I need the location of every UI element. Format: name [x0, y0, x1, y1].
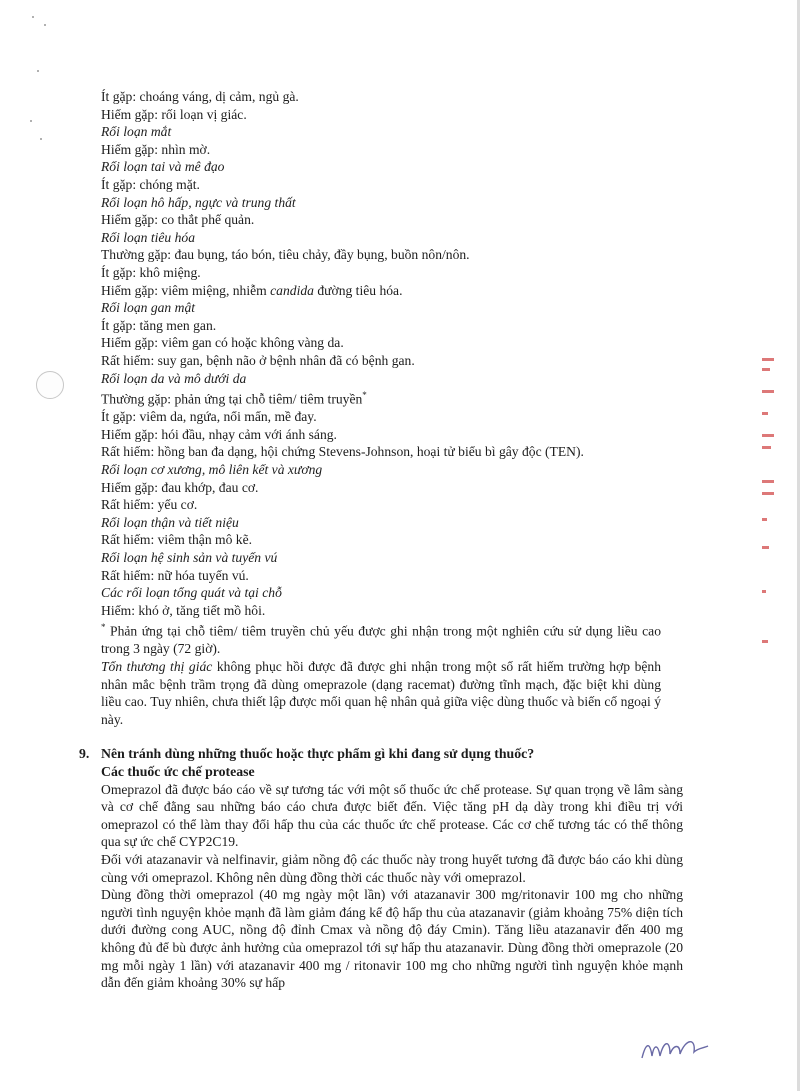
effect-line: Rất hiếm: hồng ban đa dạng, hội chứng Stevens-Johnson, hoại tử biểu bì gây độc (TEN).: [101, 444, 584, 460]
red-stamp-marks: [758, 350, 780, 660]
category-heading: Các rối loạn tổng quát và tại chỗ: [101, 585, 282, 601]
effect-line: Hiếm gặp: hói đầu, nhạy cảm với ánh sáng.: [101, 426, 337, 442]
visual-impairment-paragraph: Tổn thương thị giác không phục hồi được đã được ghi nhận trong một số rất hiếm trường hợp bệnh nhân mắc bệnh trầm trọng đã dùng omeprazole (dạng racemat) đường tĩnh mạch, đặc biệt khi dùng liều cao. Tuy nhiên, chưa thiết lập được mối quan hệ nhân quả giữa việc dùng thuốc và biến cố ngoại ý này.: [101, 659, 661, 727]
punch-hole: [36, 371, 64, 399]
section-subtitle: Các thuốc ức chế protease: [101, 764, 255, 779]
handwritten-signature: [640, 1032, 710, 1066]
effect-line: Hiếm gặp: rối loạn vị giác.: [101, 106, 247, 122]
effect-line: Ít gặp: choáng váng, dị cảm, ngủ gà.: [101, 89, 299, 104]
effect-line: Hiếm: khó ở, tăng tiết mồ hôi.: [101, 602, 266, 618]
paragraph-2: Đối với atazanavir và nelfinavir, giảm nồng độ các thuốc này trong huyết tương đã được báo cáo khi dùng cùng với omeprazol. Không nên dùng đồng thời các thuốc này với omeprazol.: [101, 851, 683, 885]
category-heading: Rối loạn thận và tiết niệu: [101, 514, 239, 530]
section-body: [101, 763, 683, 992]
category-heading: Rối loạn mắt: [101, 124, 172, 140]
paragraph-3: Dùng đồng thời omeprazol (40 mg ngày một lần) với atazanavir 300 mg/ritonavir 100 mg cho những người tình nguyện khỏe mạnh đã làm giảm đáng kể độ hấp thu của atazanavir (giảm khoảng 75% diện tích dưới đường cong AUC, nồng độ đỉnh Cmax và nồng độ đáy Cmin). Tăng liều atazanavir đến 400 mg không đủ để bù được ảnh hưởng của omeprazol tới sự hấp thu atazanavir. Dùng đồng thời omeprazole (20 mg mỗi ngày 1 lần) với atazanavir 400 mg / ritonavir 100 mg cho những người tình nguyện khỏe mạnh dẫn đến giảm khoảng 30% sự hấp: [101, 887, 683, 991]
category-heading: Rối loạn hô hấp, ngực và trung thất: [101, 194, 296, 210]
category-heading: Rối loạn tiêu hóa: [101, 229, 196, 245]
effect-line: Ít gặp: viêm da, ngứa, nổi mẩn, mề đay.: [101, 409, 317, 425]
paragraph-1: Omeprazol đã được báo cáo về sự tương tác với một số thuốc ức chế protease. Sự quan trọng về lâm sàng và cơ chế đằng sau những báo cáo chưa được biết đến. Việc tăng pH dạ dày trong khi điều trị với omeprazol có thể làm thay đổi hấp thu của các thuốc ức chế protease. Các cơ chế tương tác có thể thông qua sự ức chế CYP2C19.: [101, 781, 683, 850]
effect-line: Hiếm gặp: co thắt phế quản.: [101, 212, 255, 228]
category-heading: Rối loạn tai và mê đạo: [101, 159, 225, 175]
effect-line: Ít gặp: chóng mặt.: [101, 176, 200, 192]
effect-line: Rất hiếm: suy gan, bệnh não ở bệnh nhân đã có bệnh gan.: [101, 352, 415, 368]
effect-line: Ít gặp: tăng men gan.: [101, 317, 217, 333]
effect-line: Hiếm gặp: viêm gan có hoặc không vàng da.: [101, 335, 344, 351]
section-heading: 9. Nên tránh dùng những thuốc hoặc thực phẩm gì khi đang sử dụng thuốc?: [79, 746, 535, 761]
effect-line: Thường gặp: đau bụng, táo bón, tiêu chảy, đầy bụng, buồn nôn/nôn.: [101, 247, 470, 263]
effect-line: Hiếm gặp: nhìn mờ.: [101, 141, 211, 157]
footnote: * Phản ứng tại chỗ tiêm/ tiêm truyền chủ yếu được ghi nhận trong một nghiên cứu sử dụng liều cao trong 3 ngày (72 giờ).: [101, 622, 661, 657]
category-heading: Rối loạn cơ xương, mô liên kết và xương: [101, 462, 323, 477]
candida-line: Hiếm gặp: viêm miệng, nhiễm candida đường tiêu hóa.: [101, 282, 403, 298]
effect-line: Hiếm gặp: đau khớp, đau cơ.: [101, 479, 259, 495]
category-heading: Rối loạn gan mật: [101, 300, 196, 316]
adverse-effects-list: [101, 88, 661, 728]
scan-specks: [28, 10, 58, 150]
injection-site-line: Thường gặp: phản ứng tại chỗ tiêm/ tiêm truyền*: [101, 390, 367, 407]
effect-line: Rất hiếm: yếu cơ.: [101, 497, 198, 513]
effect-line: Rất hiếm: viêm thận mô kẽ.: [101, 532, 253, 548]
category-heading: Rối loạn hệ sinh sản và tuyến vú: [101, 549, 278, 565]
category-heading: Rối loạn da và mô dưới da: [101, 370, 247, 386]
effect-line: Rất hiếm: nữ hóa tuyến vú.: [101, 567, 249, 583]
effect-line: Ít gặp: khô miệng.: [101, 264, 201, 280]
